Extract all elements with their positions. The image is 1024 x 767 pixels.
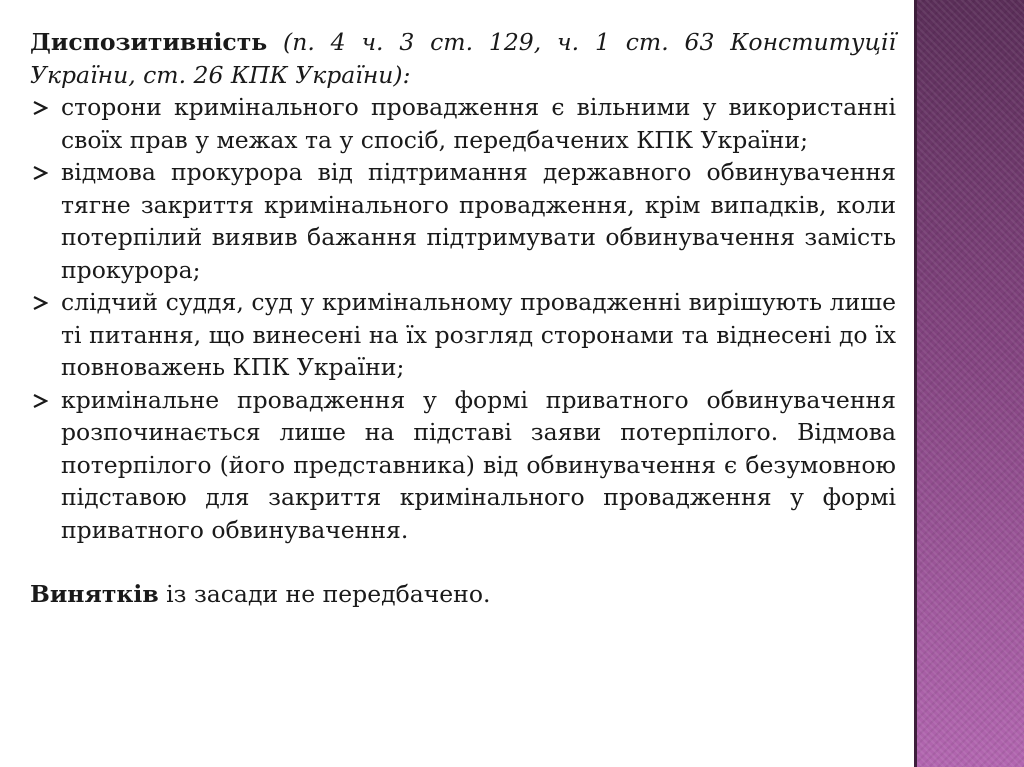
bullet-list [30,91,896,546]
decorative-side-band [914,0,1024,767]
slide-content [30,26,896,611]
arrow-bullet-icon [32,394,48,408]
list-item-text: відмова прокурора від підтримання державного обвинувачення тягне закриття кримінального провадження, крім випадків, коли потерпілий виявив бажання підтримувати обвинувачення замість прокурора; [61,158,896,284]
heading [30,26,896,91]
heading-reference: (п. 4 ч. 3 ст. 129, ч. 1 ст. 63 Конституції України, ст. 26 КПК України): [30,28,896,89]
list-item-text: слідчий суддя, суд у кримінальному провадженні вирішують лише ті питання, що винесені на їх розгляд сторонами та віднесені до їх повноважень КПК України; [61,288,896,381]
footer-line [30,578,896,611]
arrow-bullet-icon [32,101,48,115]
arrow-bullet-icon [32,166,48,180]
list-item [30,286,896,384]
footer-text: із засади не передбачено. [166,580,491,608]
list-item [30,384,896,547]
list-item-text: сторони кримінального провадження є вільними у використанні своїх прав у межах та у спосіб, передбачених КПК України; [61,93,896,154]
arrow-bullet-icon [32,296,48,310]
list-item-text: кримінальне провадження у формі приватного обвинувачення розпочинається лише на підставі заяви потерпілого. Відмова потерпілого (його представника) від обвинувачення є безумовною підставою для закриття кримінального провадження у формі приватного обвинувачення. [61,385,896,544]
footer-term: Винятків [30,580,159,608]
list-item [30,91,896,156]
list-item [30,156,896,286]
heading-term: Диспозитивність [30,28,268,56]
